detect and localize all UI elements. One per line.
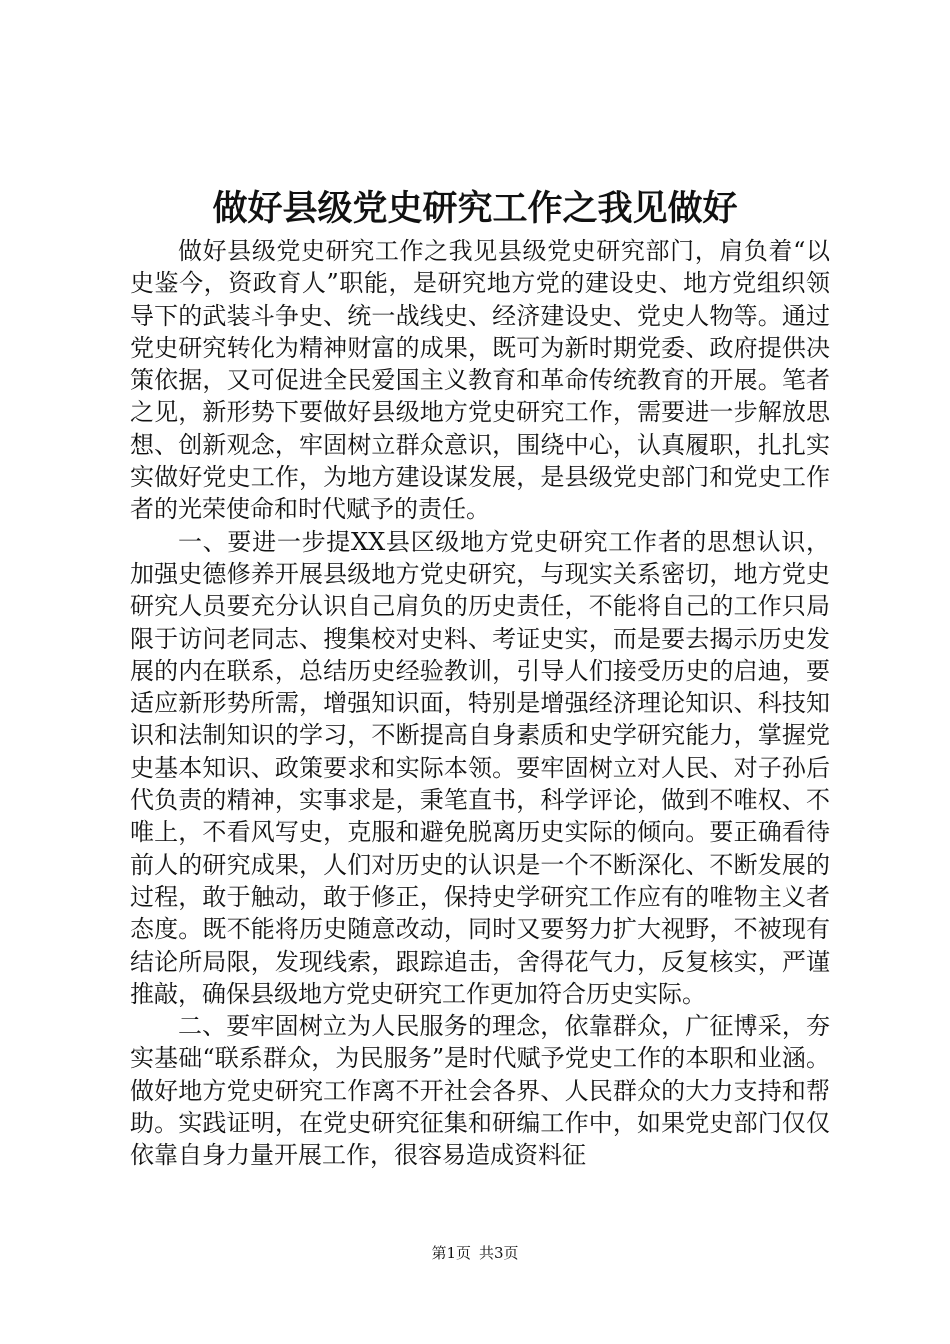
paragraph-section-one: 一、要进一步提XX县区级地方党史研究工作者的思想认识，加强史德修养开展县级地方党史研究，与现实关系密切，地方党史研究人员要充分认识自己肩负的历史责任，不能将自己的工作只局限于访问老同志、搜集校对史料、考证史实，而是要去揭示历史发展的内在联系，总结历史经验教训，引导人们接受历史的启迪，要适应新形势所需，增强知识面，特别是增强经济理论知识、科技知识和法制知识的学习，不断提高自身素质和史学研究能力，掌握党史基本知识、政策要求和实际本领。要牢固树立对人民、对子孙后代负责的精神，实事求是，秉笔直书，科学评论，做到不唯权、不唯上，不看风写史，克服和避免脱离历史实际的倾向。要正确看待前人的研究成果，人们对历史的认识是一个不断深化、不断发展的过程，敢于触动，敢于修正，保持史学研究工作应有的唯物主义者态度。既不能将历史随意改动，同时又要努力扩大视野，不被现有结论所局限，发现线索，跟踪追击，舍得花气力，反复核实，严谨推敲，确保县级地方党史研究工作更加符合历史实际。 bbox=[130, 527, 830, 1008]
paragraph-intro: 做好县级党史研究工作之我见县级党史研究部门，肩负着“以史鉴今，资政育人”职能，是研究地方党的建设史、地方党组织领导下的武装斗争史、统一战线史、经济建设史、党史人物等。通过党史研究转化为精神财富的成果，既可为新时期党委、政府提供决策依据，又可促进全民爱国主义教育和革命传统教育的开展。笔者之见，新形势下要做好县级地方党史研究工作，需要进一步解放思想、创新观念，牢固树立群众意识，围绕中心，认真履职，扎扎实实做好党史工作，为地方建设谋发展，是县级党史部门和党史工作者的光荣使命和时代赋予的责任。 bbox=[130, 237, 830, 524]
document-title: 做好县级党史研究工作之我见做好 bbox=[212, 188, 738, 229]
page-total: 共3页 bbox=[479, 1244, 519, 1262]
page-number: 第1页 bbox=[431, 1244, 471, 1262]
paragraph-section-two: 二、要牢固树立为人民服务的理念，依靠群众，广征博采，夯实基础“联系群众，为民服务”是时代赋予党史工作的本职和业涵。做好地方党史研究工作离不开社会各界、人民群众的大力支持和帮助。实践证明，在党史研究征集和研编工作中，如果党史部门仅仅依靠自身力量开展工作，很容易造成资料征 bbox=[130, 1012, 830, 1170]
document-body bbox=[130, 235, 830, 1172]
page-footer bbox=[0, 1243, 950, 1263]
